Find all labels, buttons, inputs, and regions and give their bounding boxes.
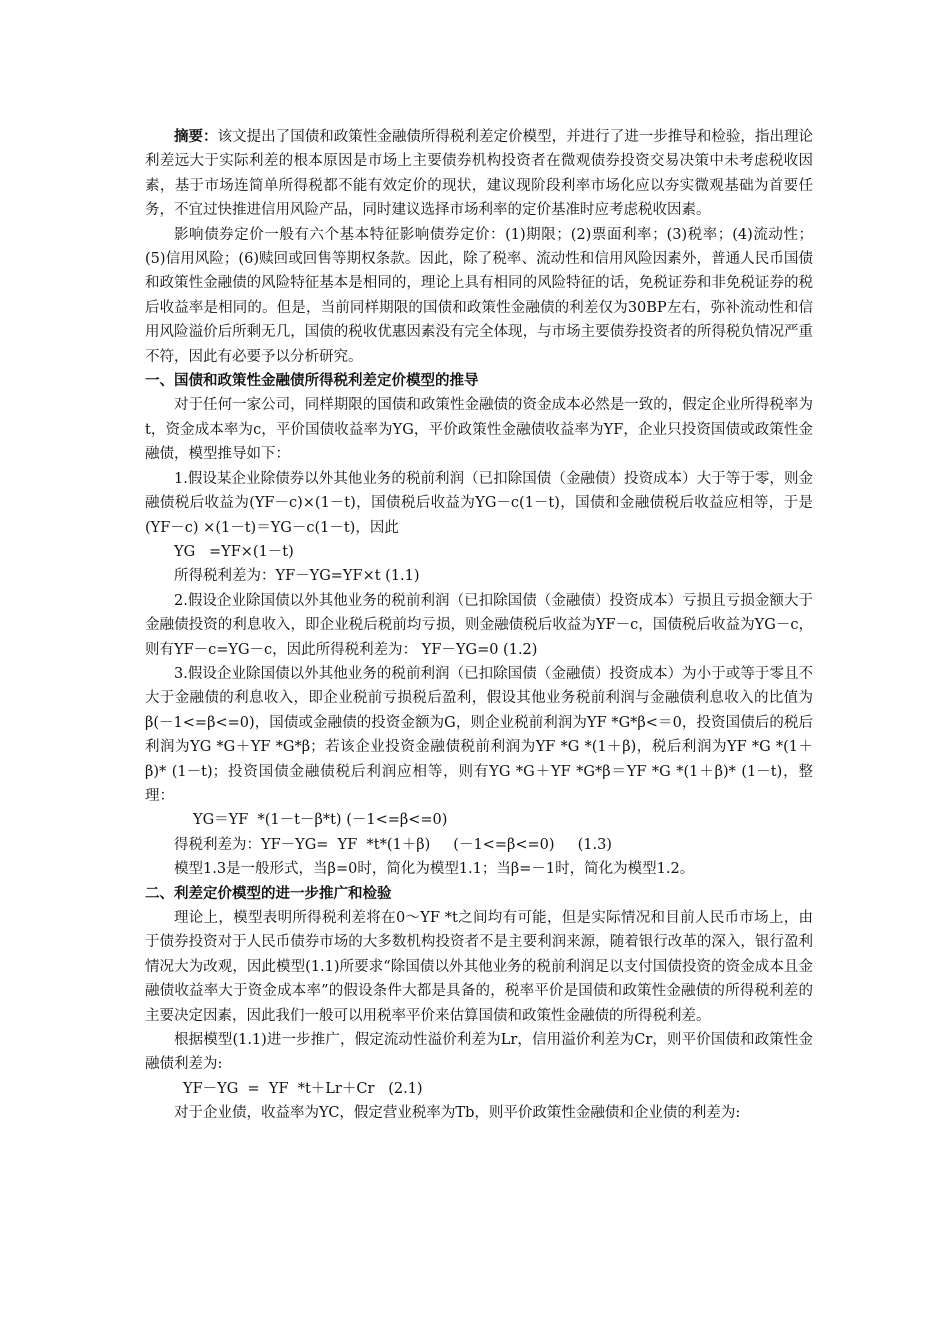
formula-1-1: 所得税利差为：YF－YG=YF×t (1.1) — [174, 568, 420, 585]
case-2-paragraph: 2.假设企业除国债以外其他业务的税前利润（已扣除国债（金融债）投资成本）亏损且亏损金额大于金融债投资的利息收入，即企业税后税前均亏损，则金融债税后收益为YF－c，国债税后收益为YG－c，则有YF－c=YG－c，因此所得税利差为： YF－YG=0 (1.2) — [145, 592, 813, 658]
case-1-paragraph: 1.假设某企业除债券以外其他业务的税前利润（已扣除国债（金融债）投资成本）大于等于零，则金融债税后收益为(YF－c)×(1－t)，国债税后收益为YG－c(1－t)，国债和金融债税后收益应相等，于是 (YF－c) ×(1－t)＝YG－c(1－t)，因此 — [145, 470, 813, 536]
formula-2-1: YF－YG = YF *t＋Lr＋Cr (2.1) — [183, 1080, 423, 1097]
intro-paragraph: 影响债券定价一般有六个基本特征影响债券定价：(1)期限；(2)票面利率；(3)税率；(4)流动性；(5)信用风险；(6)赎回或回售等期权条款。因此，除了税率、流动性和信用风险因素外，普通人民币国债和政策性金融债的风险特征基本是相同的，理论上具有相同的风险特征的话，免税证券和非免税证券的税后收益率是相同的。但是，当前同样期限的国债和政策性金融债的利差仅为30BP左右，弥补流动性和信用风险溢价后所剩无几，国债的税收优惠因素没有完全体现，与市场主要债券投资者的所得税负情况严重不符，因此有必要予以分析研究。 — [145, 226, 813, 365]
model-simplification-note: 模型1.3是一般形式，当β=0时，简化为模型1.1；当β=－1时，简化为模型1.2。 — [174, 861, 695, 878]
abstract-paragraph — [145, 125, 813, 223]
formula-1-1a: YG =YF×(1－t) — [174, 543, 294, 560]
document-body — [145, 125, 813, 1126]
section-1-heading: 一、国债和政策性金融债所得税利差定价模型的推导 — [145, 372, 479, 390]
abstract-label: 摘要： — [174, 128, 218, 145]
formula-1-3a: YG＝YF *(1－t－β*t) (－1<=β<=0) — [193, 812, 448, 829]
section-2-heading: 二、利差定价模型的进一步推广和检验 — [145, 884, 392, 902]
abstract-text: 该文提出了国债和政策性金融债所得税利差定价模型，并进行了进一步推导和检验，指出理论利差远大于实际利差的根本原因是市场上主要债券机构投资者在微观债券投资交易决策中未考虑税收因素，基于市场连简单所得税都不能有效定价的现状，建议现阶段利率市场化应以夯实微观基础为首要任务，不宜过快推进信用风险产品，同时建议选择市场利率的定价基准时应考虑税收因素。 — [145, 129, 814, 219]
section-2-paragraph-2: 根据模型(1.1)进一步推广，假定流动性溢价利差为Lr，信用溢价利差为Cr，则平价国债和政策性金融债利差为: — [145, 1032, 813, 1073]
section-2-paragraph-3: 对于企业债，收益率为YC，假定营业税率为Tb，则平价政策性金融债和企业债的利差为: — [174, 1105, 741, 1122]
section-1-paragraph: 对于任何一家公司，同样期限的国债和政策性金融债的资金成本必然是一致的，假定企业所得税率为t，资金成本率为c，平价国债收益率为YG，平价政策性金融债收益率为YF，企业只投资国债或政策性金融债，模型推导如下： — [145, 397, 813, 463]
case-3-paragraph: 3.假设企业除国债以外其他业务的税前利润（已扣除国债（金融债）投资成本）为小于或等于零且不大于金融债的利息收入，即企业税前亏损税后盈利，假设其他业务税前利润与金融债利息收入的比值为β(－1<=β<=0)，国债或金融债的投资金额为G，则企业税前利润为YF *G*β<＝0，投资国债后的税后利润为YG *G＋YF *G*β；若该企业投资金融债税前利润为YF *G *(1＋β)，税后利润为YF *G *(1＋β)* (1－t)；投资国债金融债税后利润应相等，则有YG *G＋YF *G*β＝YF *G *(1＋β)* (1－t)，整理： — [145, 665, 813, 804]
formula-1-3: 得税利差为：YF－YG= YF *t*(1＋β) (－1<=β<=0) (1.3) — [174, 836, 612, 853]
section-2-paragraph-1: 理论上，模型表明所得税利差将在0～YF *t之间均有可能，但是实际情况和目前人民币市场上，由于债券投资对于人民币债券市场的大多数机构投资者不是主要利润来源，随着银行改革的深入，银行盈利情况大为改观，因此模型(1.1)所要求“除国债以外其他业务的税前利润足以支付国债投资的资金成本且金融债收益率大于资金成本率”的假设条件大都是具备的，税率平价是国债和政策性金融债的所得税利差的主要决定因素，因此我们一般可以用税率平价来估算国债和政策性金融债的所得税利差。 — [145, 910, 813, 1024]
